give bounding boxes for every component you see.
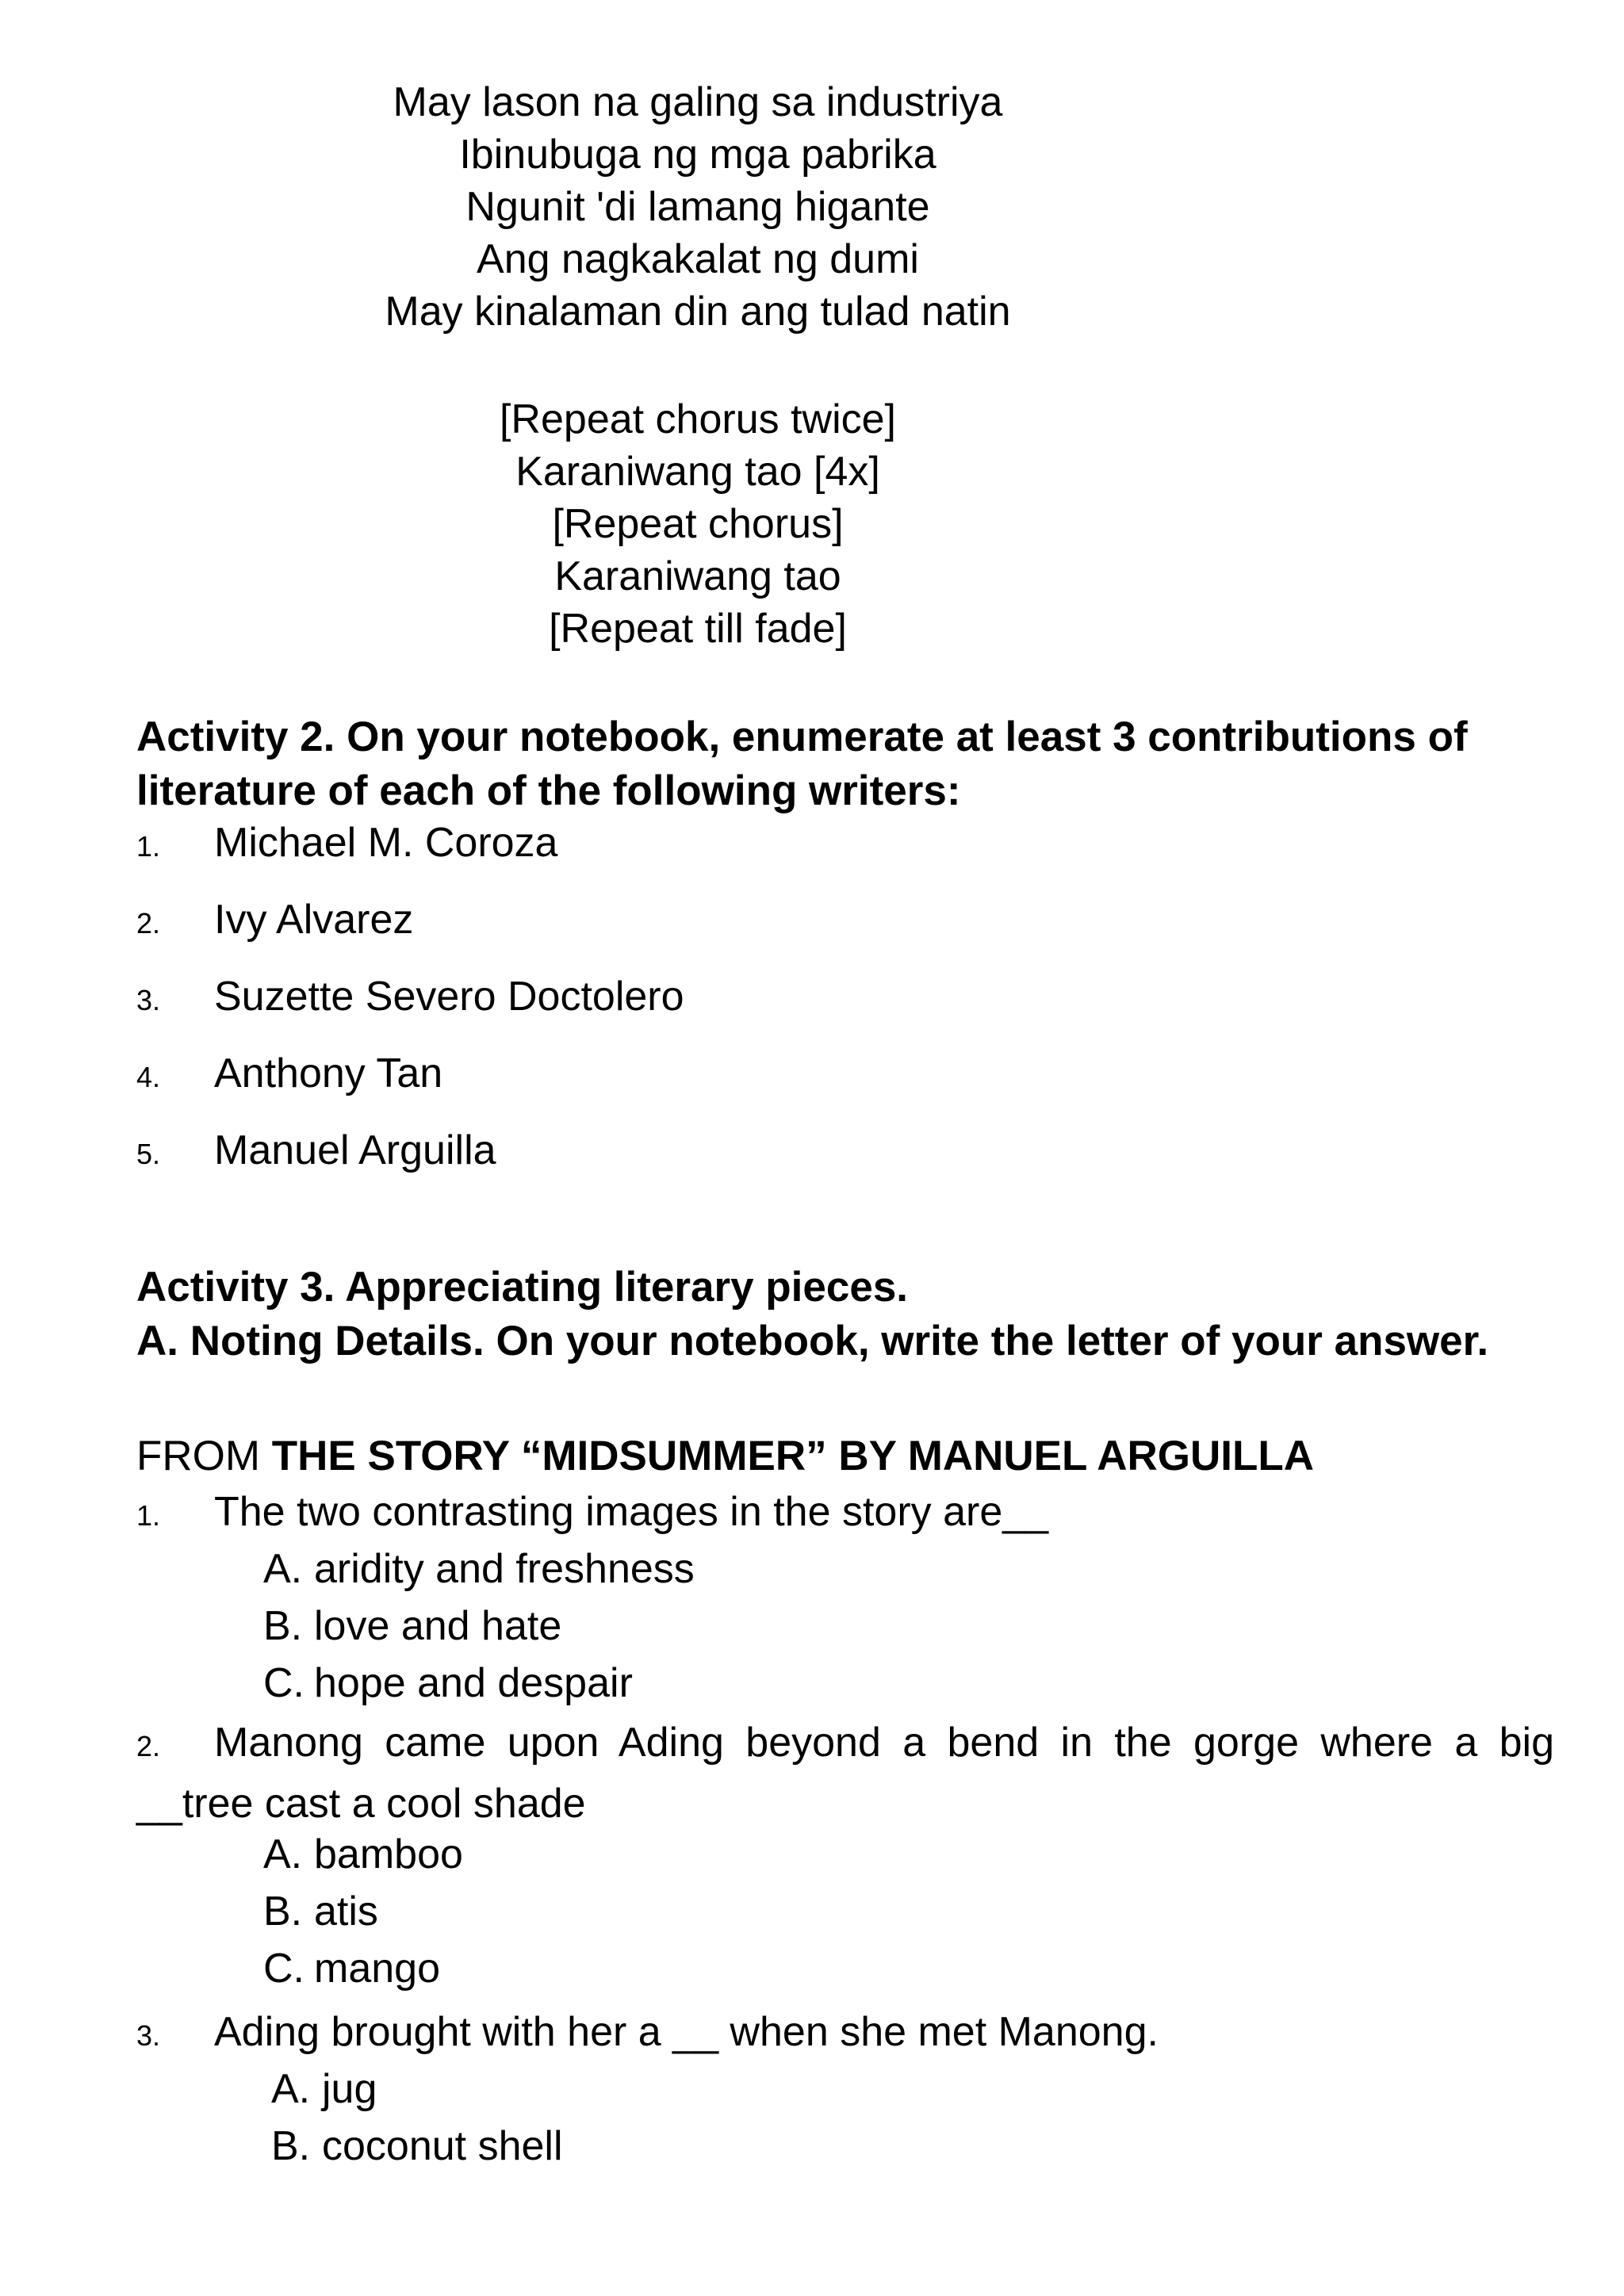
choice-letter: C. — [263, 1660, 304, 1706]
writer-name: Ivy Alvarez — [214, 897, 414, 943]
question-text: The two contrasting images in the story are__ — [214, 1489, 1049, 1535]
poem-line: Ngunit 'di lamang higante — [465, 184, 930, 230]
writer-list-item — [136, 970, 684, 1027]
poem-line: Karaniwang tao — [554, 553, 841, 599]
poem-line: [Repeat chorus] — [552, 501, 844, 547]
activity-2-heading — [136, 710, 1468, 818]
poem-stanza-2 — [0, 393, 1396, 655]
choice-text: atis — [314, 1888, 378, 1934]
choice-text: coconut shell — [322, 2123, 563, 2169]
question-3 — [136, 2006, 1159, 2062]
activity-3-subheading: A. Noting Details. On your notebook, write the letter of your answer. — [136, 1318, 1489, 1364]
writer-name: Manuel Arguilla — [214, 1127, 496, 1173]
story-title-prefix: FROM — [136, 1433, 272, 1479]
poem-line: [Repeat chorus twice] — [499, 396, 897, 442]
poem-stanza-1 — [0, 76, 1396, 338]
activity-2-heading-line-1: Activity 2. On your notebook, enumerate at least 3 contributions of — [136, 714, 1468, 760]
activity-3-heading: Activity 3. Appreciating literary pieces. — [136, 1264, 909, 1311]
answer-choice — [271, 2120, 563, 2172]
choice-letter: B. — [263, 1888, 303, 1934]
writer-name: Anthony Tan — [214, 1050, 443, 1096]
poem-line: Karaniwang tao [4x] — [515, 449, 880, 495]
writer-list-item — [136, 1047, 442, 1104]
poem-line: May kinalaman din ang tulad natin — [385, 289, 1011, 335]
activity-2-heading-line-2: literature of each of the following writers: — [136, 767, 961, 814]
answer-choice — [263, 1657, 633, 1709]
choice-text: hope and despair — [314, 1660, 633, 1706]
answer-choice — [263, 1543, 695, 1595]
list-number: 2. — [136, 907, 161, 939]
writer-list-item — [136, 817, 557, 873]
answer-choice — [263, 1942, 440, 1995]
story-title-bold: THE STORY “MIDSUMMER” BY MANUEL ARGUILLA — [271, 1433, 1315, 1479]
question-2 — [136, 1714, 1554, 1832]
writer-list-item — [136, 894, 413, 950]
choice-letter: B. — [271, 2123, 311, 2169]
poem-line: Ang nagkakalat ng dumi — [477, 236, 919, 282]
choice-text: mango — [314, 1946, 440, 1992]
choice-text: love and hate — [314, 1603, 562, 1649]
question-number: 3. — [136, 2019, 161, 2052]
answer-choice — [271, 2063, 377, 2115]
question-text: Ading brought with her a __ when she met Manong. — [214, 2009, 1159, 2055]
list-number: 1. — [136, 830, 161, 863]
writer-list-item — [136, 1124, 496, 1181]
choice-letter: A. — [263, 1546, 303, 1592]
answer-choice — [263, 1600, 561, 1652]
answer-choice — [263, 1828, 463, 1881]
list-number: 4. — [136, 1061, 161, 1093]
question-number: 2. — [136, 1730, 161, 1762]
choice-text: aridity and freshness — [314, 1546, 695, 1592]
writer-name: Michael M. Coroza — [214, 820, 558, 866]
choice-letter: A. — [263, 1831, 303, 1877]
choice-letter: B. — [263, 1603, 303, 1649]
writer-name: Suzette Severo Doctolero — [214, 974, 684, 1020]
list-number: 3. — [136, 984, 161, 1016]
choice-text: bamboo — [314, 1831, 463, 1877]
choice-letter: C. — [263, 1946, 304, 1992]
poem-line: [Repeat till fade] — [549, 606, 847, 652]
choice-letter: A. — [271, 2066, 311, 2112]
poem-line: May lason na galing sa industriya — [393, 79, 1003, 125]
list-number: 5. — [136, 1138, 161, 1170]
poem-line: Ibinubuga ng mga pabrika — [459, 132, 936, 178]
answer-choice — [263, 1885, 378, 1938]
story-title — [136, 1430, 1314, 1483]
question-text: Manong came upon Ading beyond a bend in the gorge where a big __tree cast a cool shade — [136, 1720, 1554, 1827]
choice-text: jug — [322, 2066, 377, 2112]
question-number: 1. — [136, 1499, 161, 1532]
question-1 — [136, 1486, 1048, 1542]
